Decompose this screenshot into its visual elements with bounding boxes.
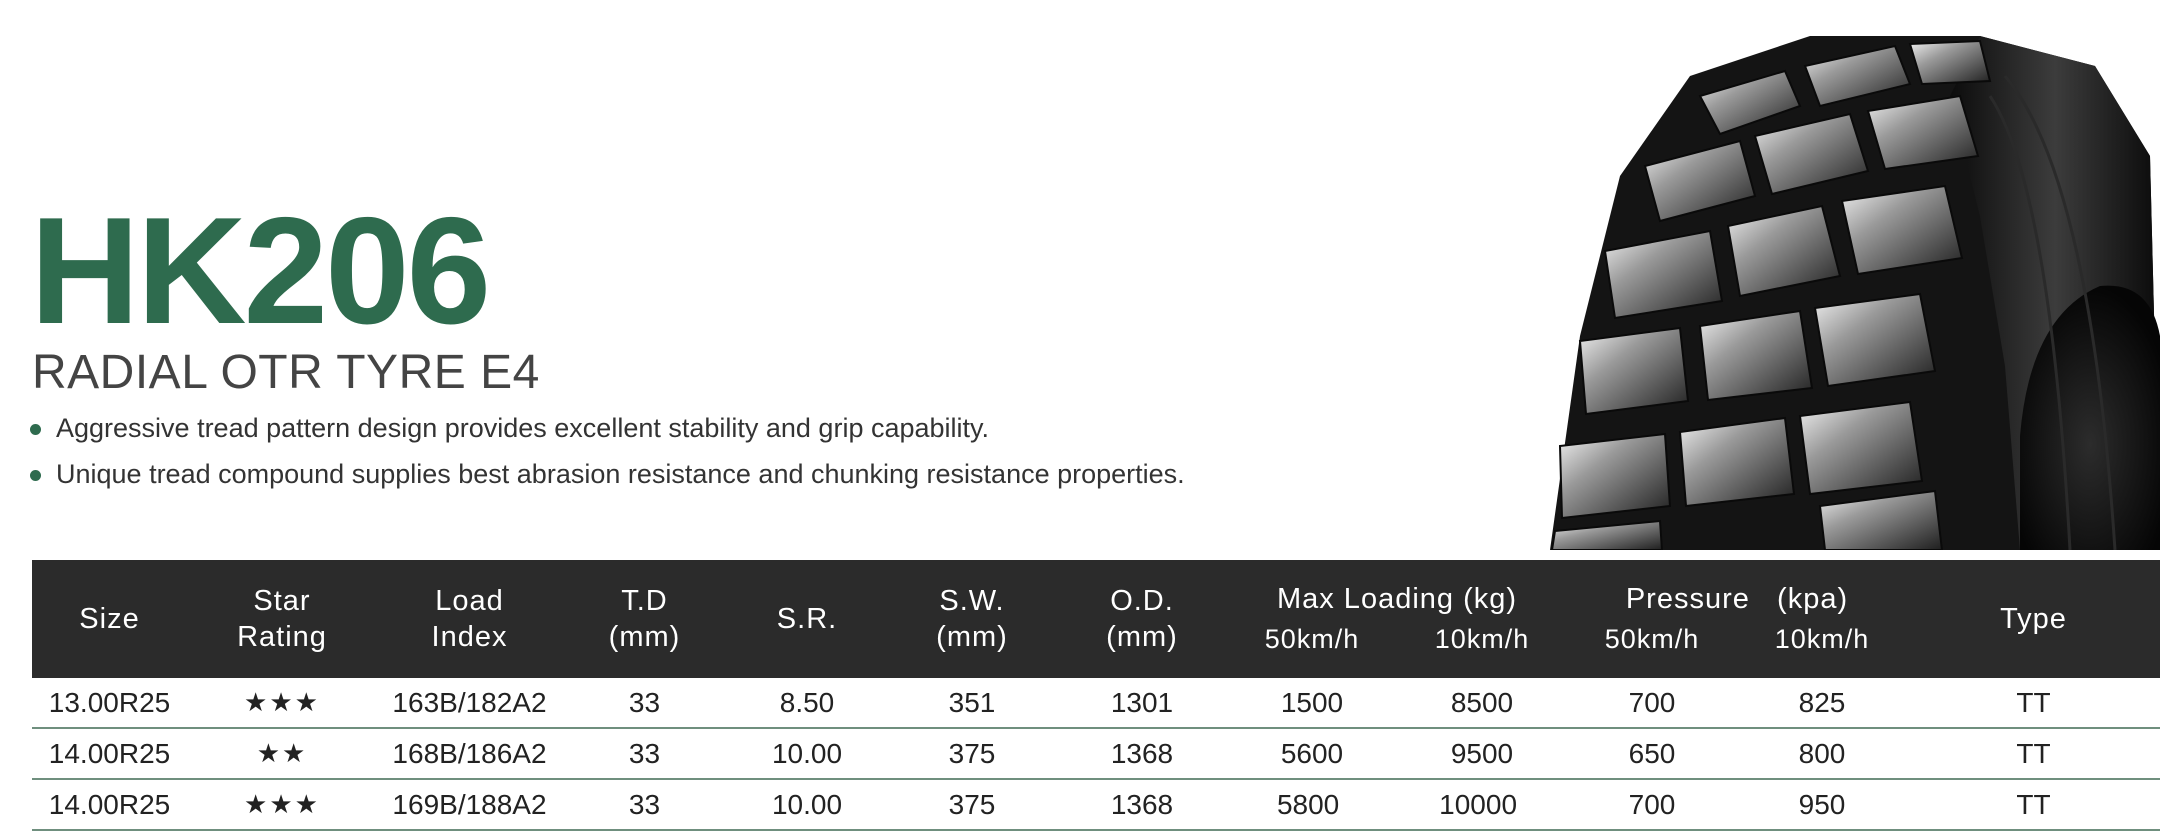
cell-pressure: 650 800 bbox=[1567, 728, 1907, 779]
cell-sw: 375 bbox=[887, 728, 1057, 779]
cell-td: 33 bbox=[562, 678, 727, 728]
cell-max-loading: 5600 9500 bbox=[1227, 728, 1567, 779]
cell-sr: 10.00 bbox=[727, 779, 887, 830]
cell-type: TT bbox=[1907, 678, 2160, 728]
cell-load-index: 169B/188A2 bbox=[377, 779, 562, 830]
cell-size: 13.00R25 bbox=[32, 678, 187, 728]
cell-od: 1368 bbox=[1057, 728, 1227, 779]
col-header-star-rating: Star Rating bbox=[237, 585, 327, 653]
cell-star-rating: ★★ bbox=[187, 728, 377, 779]
feature-text: Unique tread compound supplies best abrasion resistance and chunking resistance properties. bbox=[56, 459, 1185, 489]
cell-size: 14.00R25 bbox=[32, 728, 187, 779]
col-header-pressure: Pressure (kpa) 50km/h 10km/h bbox=[1604, 583, 1870, 654]
feature-item bbox=[30, 410, 1185, 456]
cell-max-loading: 5800 10000 bbox=[1227, 779, 1567, 830]
cell-pressure: 700 950 bbox=[1567, 779, 1907, 830]
col-header-td: T.D (mm) bbox=[608, 585, 681, 653]
col-header-od: O.D. (mm) bbox=[1106, 585, 1178, 653]
cell-max-loading: 1500 8500 bbox=[1227, 678, 1567, 728]
cell-od: 1368 bbox=[1057, 779, 1227, 830]
table-row bbox=[32, 728, 2160, 779]
cell-sr: 10.00 bbox=[727, 728, 887, 779]
table-row bbox=[32, 678, 2160, 728]
col-header-sr: S.R. bbox=[776, 603, 838, 635]
bullet-icon bbox=[30, 424, 41, 435]
cell-load-index: 168B/186A2 bbox=[377, 728, 562, 779]
table-row bbox=[32, 779, 2160, 830]
cell-pressure: 700 825 bbox=[1567, 678, 1907, 728]
cell-star-rating: ★★★ bbox=[187, 678, 377, 728]
col-header-max-loading: Max Loading (kg) 50km/h 10km/h bbox=[1264, 583, 1530, 654]
cell-type: TT bbox=[1907, 728, 2160, 779]
cell-size: 14.00R25 bbox=[32, 779, 187, 830]
cell-load-index: 163B/182A2 bbox=[377, 678, 562, 728]
cell-type: TT bbox=[1907, 779, 2160, 830]
table-header-row bbox=[32, 560, 2160, 678]
col-header-size: Size bbox=[79, 603, 140, 635]
cell-sr: 8.50 bbox=[727, 678, 887, 728]
spec-table bbox=[32, 560, 2160, 831]
cell-td: 33 bbox=[562, 728, 727, 779]
tyre-image bbox=[1550, 36, 2160, 550]
feature-list bbox=[30, 410, 1185, 502]
cell-td: 33 bbox=[562, 779, 727, 830]
feature-item bbox=[30, 456, 1185, 502]
cell-od: 1301 bbox=[1057, 678, 1227, 728]
col-header-load-index: Load Index bbox=[431, 585, 508, 653]
cell-sw: 375 bbox=[887, 779, 1057, 830]
cell-star-rating: ★★★ bbox=[187, 779, 377, 830]
col-header-type: Type bbox=[2000, 603, 2067, 635]
bullet-icon bbox=[30, 470, 41, 481]
cell-sw: 351 bbox=[887, 678, 1057, 728]
feature-text: Aggressive tread pattern design provides excellent stability and grip capability. bbox=[56, 413, 990, 443]
product-model-title: HK206 bbox=[30, 186, 489, 356]
product-subtitle: RADIAL OTR TYRE E4 bbox=[32, 346, 540, 399]
col-header-sw: S.W. (mm) bbox=[936, 585, 1008, 653]
